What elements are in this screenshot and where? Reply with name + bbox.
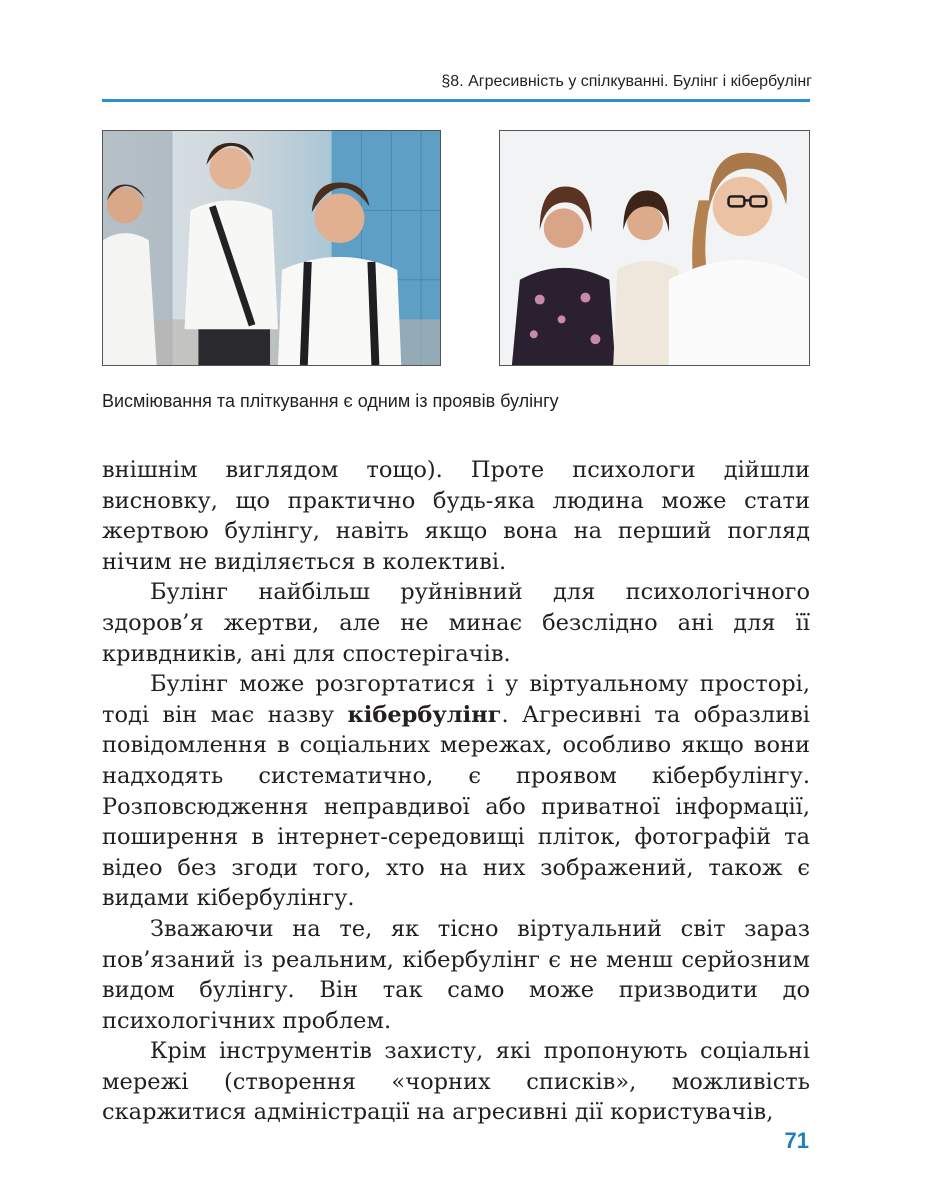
- photo-school-bullying: [102, 130, 441, 366]
- paragraph: Крім інструментів захисту, які пропонують соціальні мережі (створення «чорних списків», можливість скаржитися адміністрації на агресивні дії користувачів,: [102, 1038, 810, 1126]
- paragraph: Зважаючи на те, як тісно віртуальний світ зараз пов’язаний із реальним, кібербулінг є не менш серйозним видом булінгу. Він так само може призводити до психологічних проблем.: [102, 915, 810, 1034]
- paragraph-text: . Агресивні та образливі повідомлення в соціальних мережах, особливо якщо вони надходять систематично, є проявом кібербулінгу. Розповсюдження неправдивої або приватної інформації, поширення в інтернет-середовищі пліток, фотографій та відео без згоди того, хто на них зображений, також є видами кібербулінгу.: [102, 701, 810, 912]
- paragraph-text: Булінг може розгортатися і у віртуальному просторі, тоді він має назву: [102, 671, 810, 728]
- figure-caption: Висміювання та пліткування є одним із проявів булінгу: [102, 391, 559, 411]
- header-rule: [102, 99, 810, 102]
- photo-girls-gossiping-illustration: [500, 131, 809, 365]
- photo-school-bullying-illustration: [103, 131, 440, 365]
- paragraph: [102, 669, 810, 914]
- running-head: §8. Агресивність у спілкуванні. Булінг і кібербулінг: [441, 73, 812, 90]
- photo-girls-gossiping: [499, 130, 810, 366]
- paragraph: Булінг найбільш руйнівний для психологічного здоров’я жертви, але не минає безслідно ані для її кривдників, ані для спостерігачів.: [102, 579, 810, 667]
- term-cyberbullying: кібербулінг: [347, 701, 502, 728]
- paragraph: внішнім виглядом тощо). Проте психологи дійшли висновку, що практично будь-яка людина може стати жертвою булінгу, навіть якщо вона на перший погляд нічим не виділяється в колективі.: [102, 457, 810, 575]
- body-text: [102, 455, 810, 1128]
- page-number: 71: [784, 1128, 809, 1153]
